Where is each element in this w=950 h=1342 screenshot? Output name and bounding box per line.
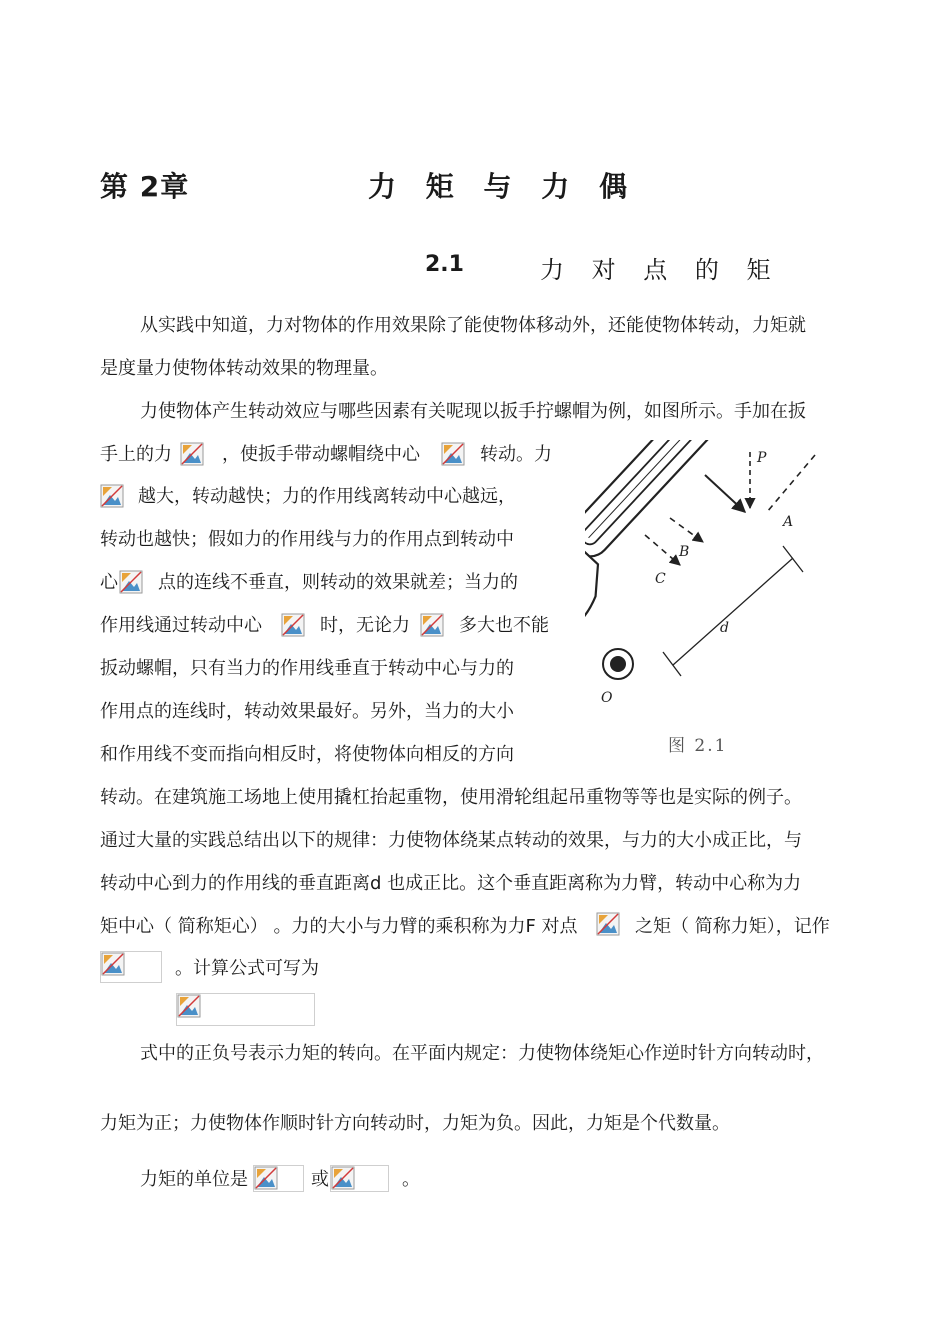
paragraph-line: 转动也越快；假如力的作用线与力的作用点到转动中 (100, 529, 514, 550)
paragraph-line: 越大，转动越快；力的作用线离转动中心越远， (138, 486, 516, 507)
paragraph-line: 手上的力 (100, 444, 172, 465)
paragraph-line: 。 (402, 1169, 420, 1190)
chapter-title: 力 矩 与 力 偶 (368, 170, 637, 203)
paragraph-line: 转动中心到力的作用线的垂直距离d 也成正比。这个垂直距离称为力臂，转动中心称为力 (100, 873, 802, 894)
broken-image-icon (596, 912, 620, 936)
paragraph-line: 之矩（ 简称力矩），记作 (635, 916, 830, 937)
paragraph-line: 多大也不能 (459, 615, 549, 636)
dimension-tick (663, 652, 681, 676)
force-c-arrow (645, 535, 680, 565)
label-d: d (720, 620, 729, 636)
paragraph-line: 通过大量的实践总结出以下的规律：力使物体绕某点转动的效果，与力的大小成正比，与 (100, 830, 802, 851)
section-title: 力 对 点 的 矩 (540, 256, 781, 284)
paragraph-line: 作用点的连线时，转动效果最好。另外，当力的大小 (100, 701, 514, 722)
force-b-arrow (670, 518, 703, 542)
paragraph-line: 力使物体产生转动效应与哪些因素有关呢现以扳手拧螺帽为例，如图所示。手加在扳 (140, 401, 806, 422)
chapter-number: 第 2章 (100, 170, 190, 203)
paragraph-line: 矩中心（ 简称矩心） 。力的大小与力臂的乘积称为力F 对点 (100, 916, 578, 937)
broken-image-icon (100, 484, 124, 508)
unit-image-box (253, 1165, 304, 1192)
section-number: 2.1 (425, 252, 464, 277)
nut (603, 649, 633, 679)
paragraph-line: 时，无论力 (320, 615, 410, 636)
paragraph-line: 点的连线不垂直，则转动的效果就差；当力的 (158, 572, 518, 593)
label-o: O (601, 690, 613, 706)
broken-image-icon (180, 442, 204, 466)
paragraph-line: 和作用线不变而指向相反时，将使物体向相反的方向 (100, 744, 514, 765)
unit-image-box (330, 1165, 389, 1192)
paragraph-line: 式中的正负号表示力矩的转向。在平面内规定：力使物体绕矩心作逆时针方向转动时， (140, 1043, 824, 1064)
paragraph-line: 或 (311, 1169, 329, 1190)
paragraph-line: 作用线通过转动中心 (100, 615, 262, 636)
dashed-line (767, 455, 815, 512)
broken-image-icon (420, 613, 444, 637)
dimension-tick (783, 546, 803, 572)
paragraph-line: 扳动螺帽，只有当力的作用线垂直于转动中心与力的 (100, 658, 514, 679)
dimension-line-d (673, 558, 793, 665)
broken-image-box (100, 951, 162, 983)
broken-image-icon (119, 570, 143, 594)
label-c: C (655, 571, 666, 587)
paragraph-line: 是度量力使物体转动效果的物理量。 (100, 358, 388, 379)
paragraph-line: 力矩的单位是 (140, 1169, 248, 1190)
label-b: B (679, 544, 690, 560)
paragraph-line: 转动。在建筑施工场地上使用撬杠抬起重物，使用滑轮组起吊重物等等也是实际的例子。 (100, 787, 802, 808)
label-p: P (757, 450, 767, 466)
broken-image-icon (281, 613, 305, 637)
formula-image-box (176, 993, 315, 1026)
paragraph-line: 从实践中知道，力对物体的作用效果除了能使物体移动外，还能使物体转动，力矩就 (140, 315, 806, 336)
figure-caption: 图 2.1 (668, 736, 728, 756)
paragraph-line: 心 (100, 572, 118, 593)
broken-image-icon (441, 442, 465, 466)
paragraph-line: 转动。力 (480, 444, 552, 465)
paragraph-line: 力矩为正；力使物体作顺时针方向转动时，力矩为负。因此，力矩是个代数量。 (100, 1113, 730, 1134)
force-arrow (705, 475, 745, 512)
label-a: A (783, 514, 794, 530)
wrench-figure (585, 440, 835, 740)
paragraph-line: ，使扳手带动螺帽绕中心 (222, 444, 420, 465)
paragraph-line: 。计算公式可写为 (175, 958, 319, 979)
